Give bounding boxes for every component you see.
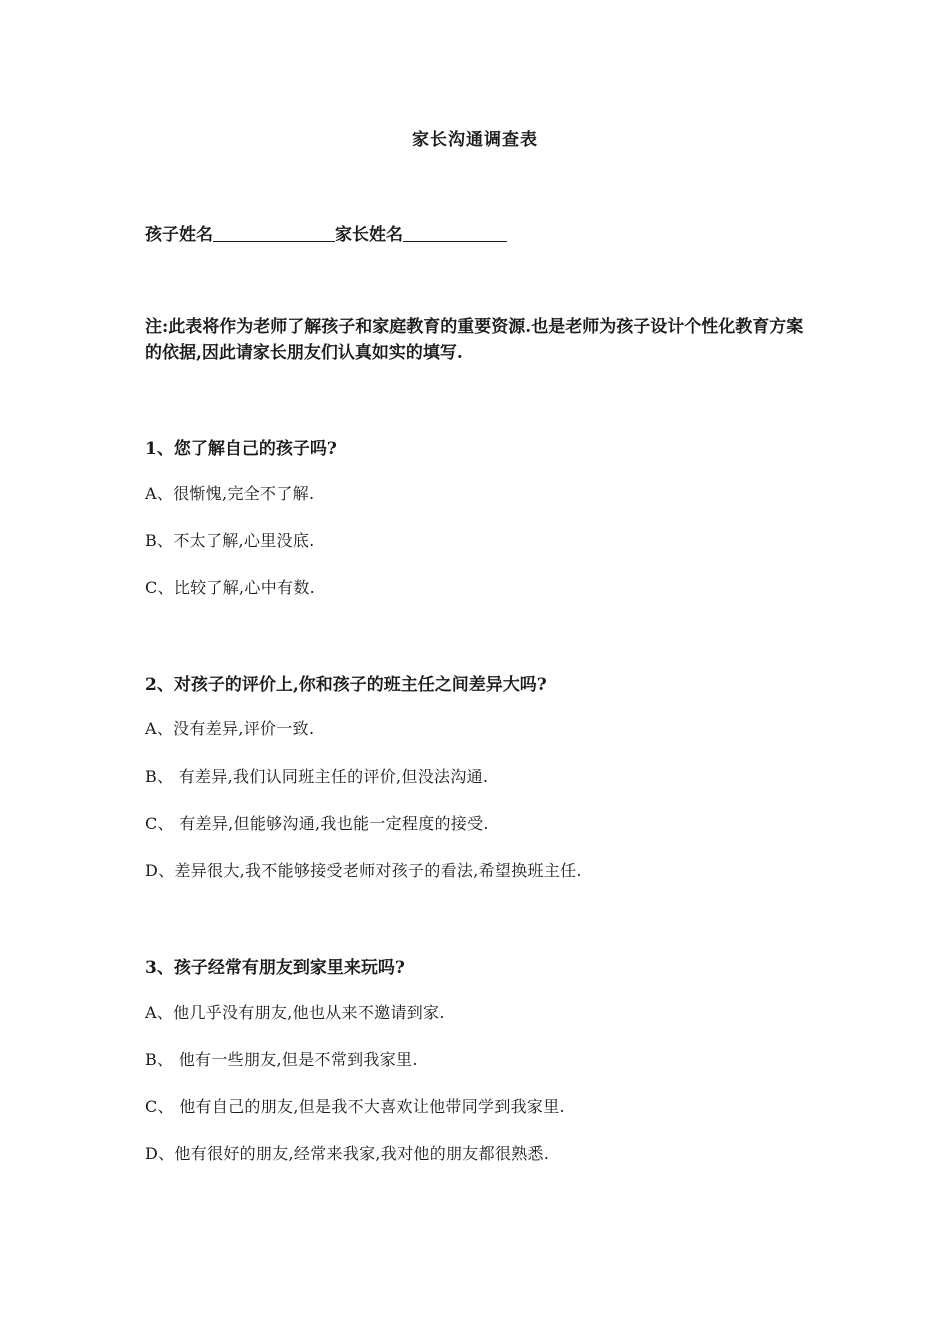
question-2-option-a: A、没有差异,评价一致. <box>145 719 315 738</box>
question-3-option-c: C、 他有自己的朋友,但是我不大喜欢让他带同学到我家里. <box>145 1097 565 1116</box>
question-1-option-a: A、很惭愧,完全不了解. <box>145 484 315 503</box>
note-paragraph: 注:此表将作为老师了解孩子和家庭教育的重要资源.也是老师为孩子设计个性化教育方案的依据,因此请家长朋友们认真如实的填写. <box>145 317 804 363</box>
question-1: 1、您了解自己的孩子吗? <box>145 439 337 459</box>
parent-name-blank <box>403 223 507 242</box>
question-3-option-d: D、他有很好的朋友,经常来我家,我对他的朋友都很熟悉. <box>145 1144 550 1163</box>
question-3: 3、孩子经常有朋友到家里来玩吗? <box>145 958 405 978</box>
parent-name-label: 家长姓名 <box>335 225 403 245</box>
question-2: 2、对孩子的评价上,你和孩子的班主任之间差异大吗? <box>145 675 547 695</box>
question-2-option-c: C、 有差异,但能够沟通,我也能一定程度的接受. <box>145 814 489 833</box>
question-1-option-c: C、比较了解,心中有数. <box>145 578 316 597</box>
question-1-option-b: B、不太了解,心里没底. <box>145 531 315 550</box>
name-fields <box>145 220 507 245</box>
child-name-label: 孩子姓名 <box>145 225 213 245</box>
question-2-option-b: B、 有差异,我们认同班主任的评价,但没法沟通. <box>145 767 489 786</box>
child-name-blank <box>213 223 335 242</box>
question-2-option-d: D、差异很大,我不能够接受老师对孩子的看法,希望换班主任. <box>145 861 582 880</box>
document-title: 家长沟通调查表 <box>412 130 538 150</box>
question-3-option-b: B、 他有一些朋友,但是不常到我家里. <box>145 1050 418 1069</box>
question-3-option-a: A、他几乎没有朋友,他也从来不邀请到家. <box>145 1003 445 1022</box>
